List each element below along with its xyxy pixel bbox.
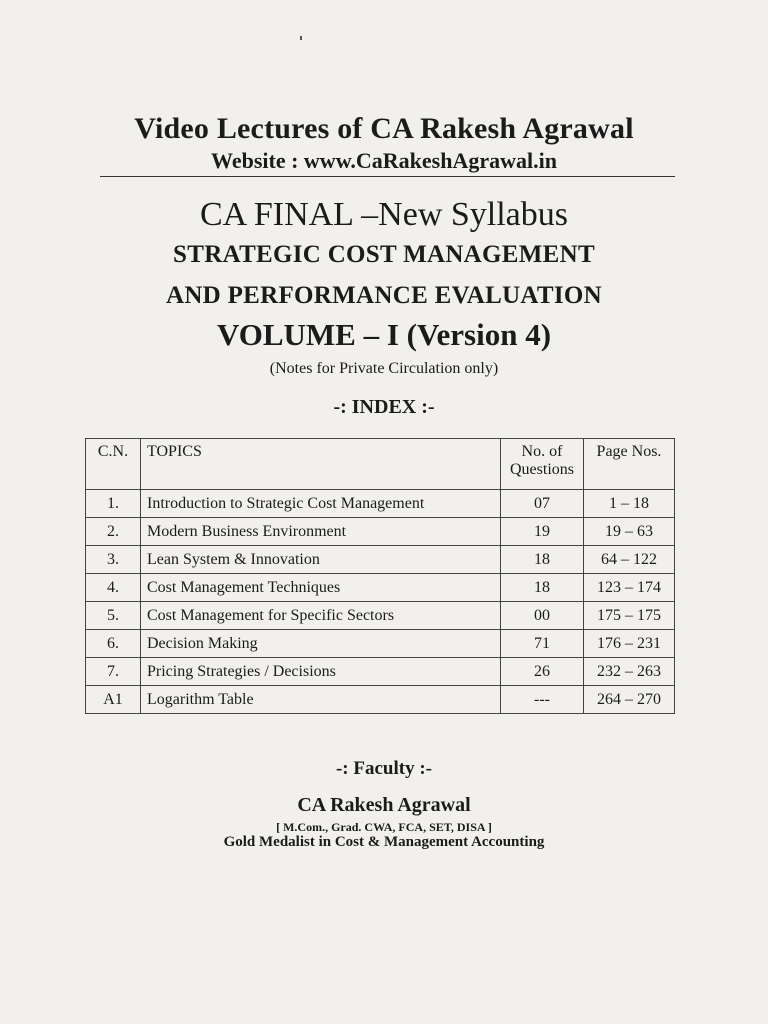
faculty-distinction: Gold Medalist in Cost & Management Accounting [223,834,545,850]
table-row [86,658,675,686]
index-table [85,438,675,714]
row-questions: 19 [501,518,584,546]
table-row [86,546,675,574]
table-header-row [86,439,675,490]
row-cn: 5. [86,602,141,630]
column-header-topics: TOPICS [141,439,501,490]
subject-line-1: STRATEGIC COST MANAGEMENT [173,241,595,268]
scan-speck [300,36,302,40]
row-pages: 1 – 18 [584,490,675,518]
row-pages: 123 – 174 [584,574,675,602]
index-heading: -: INDEX :- [333,396,435,418]
row-pages: 19 – 63 [584,518,675,546]
row-topic: Pricing Strategies / Decisions [141,658,501,686]
page-title: Video Lectures of CA Rakesh Agrawal [134,112,634,145]
row-cn: 7. [86,658,141,686]
row-topic: Cost Management Techniques [141,574,501,602]
circulation-note: (Notes for Private Circulation only) [269,360,499,377]
row-questions: 18 [501,546,584,574]
row-questions: 00 [501,602,584,630]
faculty-name: CA Rakesh Agrawal [297,794,471,816]
course-name: CA FINAL –New Syllabus [199,196,569,233]
row-cn: A1 [86,686,141,714]
header-divider [100,176,675,177]
row-cn: 4. [86,574,141,602]
faculty-qualifications: [ M.Com., Grad. CWA, FCA, SET, DISA ] [276,820,492,834]
row-questions: 18 [501,574,584,602]
column-header-cn: C.N. [86,439,141,490]
table-row [86,686,675,714]
table-row [86,630,675,658]
row-topic: Lean System & Innovation [141,546,501,574]
row-questions: 71 [501,630,584,658]
row-pages: 64 – 122 [584,546,675,574]
table-row [86,490,675,518]
row-cn: 3. [86,546,141,574]
row-cn: 2. [86,518,141,546]
column-header-questions: No. of Questions [501,439,584,490]
row-pages: 264 – 270 [584,686,675,714]
table-row [86,518,675,546]
row-cn: 1. [86,490,141,518]
subject-line-2: AND PERFORMANCE EVALUATION [165,282,603,309]
row-topic: Cost Management for Specific Sectors [141,602,501,630]
row-pages: 175 – 175 [584,602,675,630]
volume-label: VOLUME – I (Version 4) [216,317,552,352]
table-row [86,574,675,602]
row-topic: Modern Business Environment [141,518,501,546]
faculty-heading: -: Faculty :- [335,758,433,779]
row-questions: 26 [501,658,584,686]
row-pages: 176 – 231 [584,630,675,658]
row-cn: 6. [86,630,141,658]
row-topic: Logarithm Table [141,686,501,714]
table-row [86,602,675,630]
website-line: Website : www.CaRakeshAgrawal.in [211,148,557,173]
row-topic: Introduction to Strategic Cost Management [141,490,501,518]
row-questions: 07 [501,490,584,518]
row-topic: Decision Making [141,630,501,658]
column-header-pages: Page Nos. [584,439,675,490]
row-pages: 232 – 263 [584,658,675,686]
row-questions: --- [501,686,584,714]
